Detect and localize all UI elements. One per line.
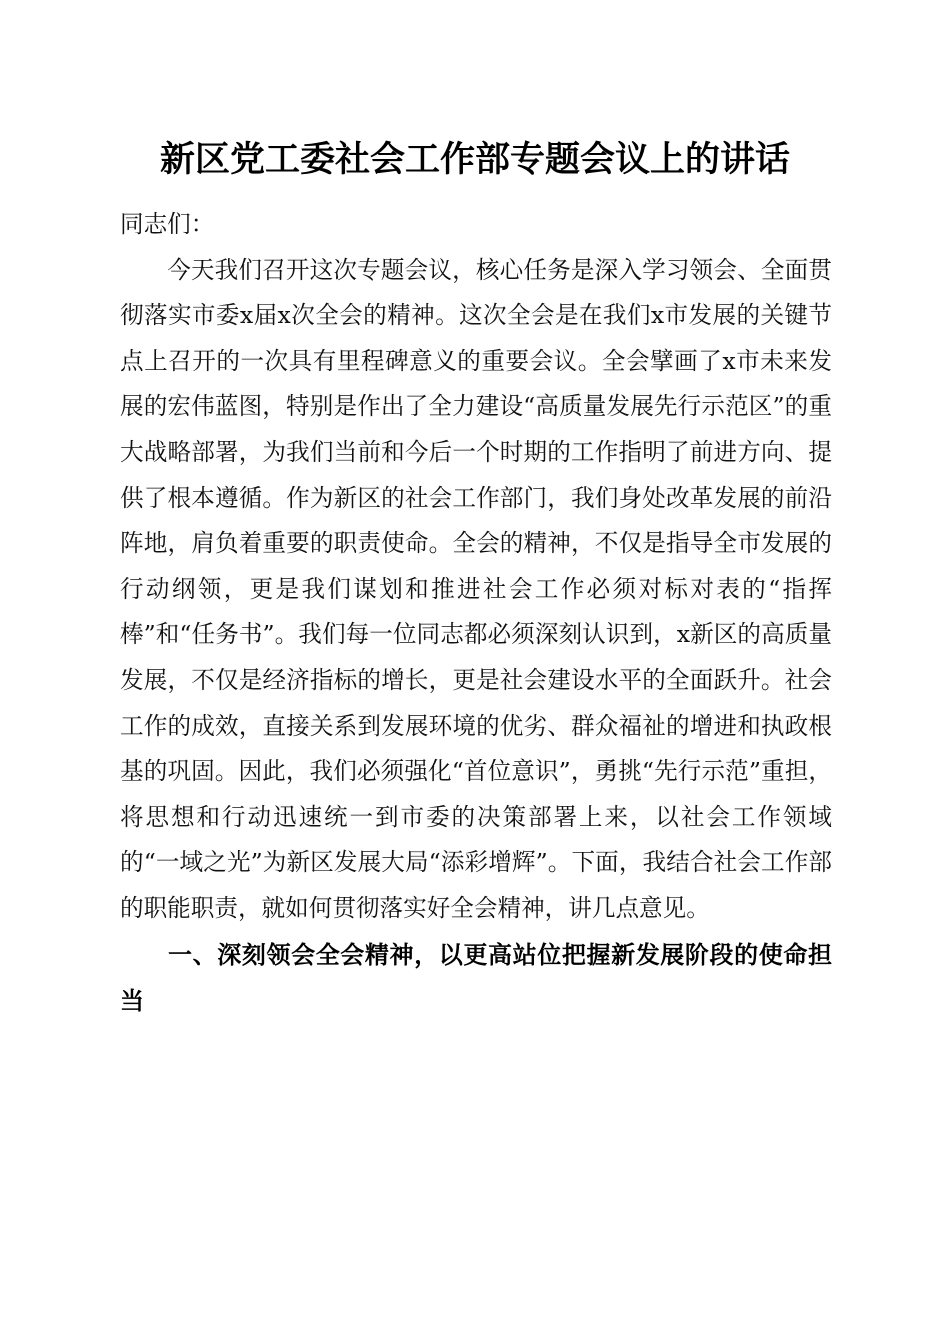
- document-body: [120, 202, 832, 1024]
- section-heading: 一、深刻领会全会精神，以更高站位把握新发展阶段的使命担当: [120, 940, 832, 1015]
- document-title: 新区党工委社会工作部专题会议上的讲话: [159, 139, 790, 180]
- body-paragraph: 今天我们召开这次专题会议，核心任务是深入学习领会、全面贯彻落实市委x届x次全会的精神。这次全会是在我们x市发展的关键节点上召开的一次具有里程碑意义的重要会议。全会擘画了x市未来发展的宏伟蓝图，特别是作出了全力建设“高质量发展先行示范区”的重大战略部署，为我们当前和今后一个时期的工作指明了前进方向、提供了根本遵循。作为新区的社会工作部门，我们身处改革发展的前沿阵地，肩负着重要的职责使命。全会的精神，不仅是指导全市发展的行动纲领，更是我们谋划和推进社会工作必须对标对表的“指挥棒”和“任务书”。我们每一位同志都必须深刻认识到，x新区的高质量发展，不仅是经济指标的增长，更是社会建设水平的全面跃升。社会工作的成效，直接关系到发展环境的优劣、群众福祉的增进和执政根基的巩固。因此，我们必须强化“首位意识”，勇挑“先行示范”重担，将思想和行动迅速统一到市委的决策部署上来，以社会工作领域的“一域之光”为新区发展大局“添彩增辉”。下面，我结合社会工作部的职能职责，就如何贯彻落实好全会精神，讲几点意见。: [120, 255, 832, 922]
- salutation: 同志们：: [120, 210, 215, 238]
